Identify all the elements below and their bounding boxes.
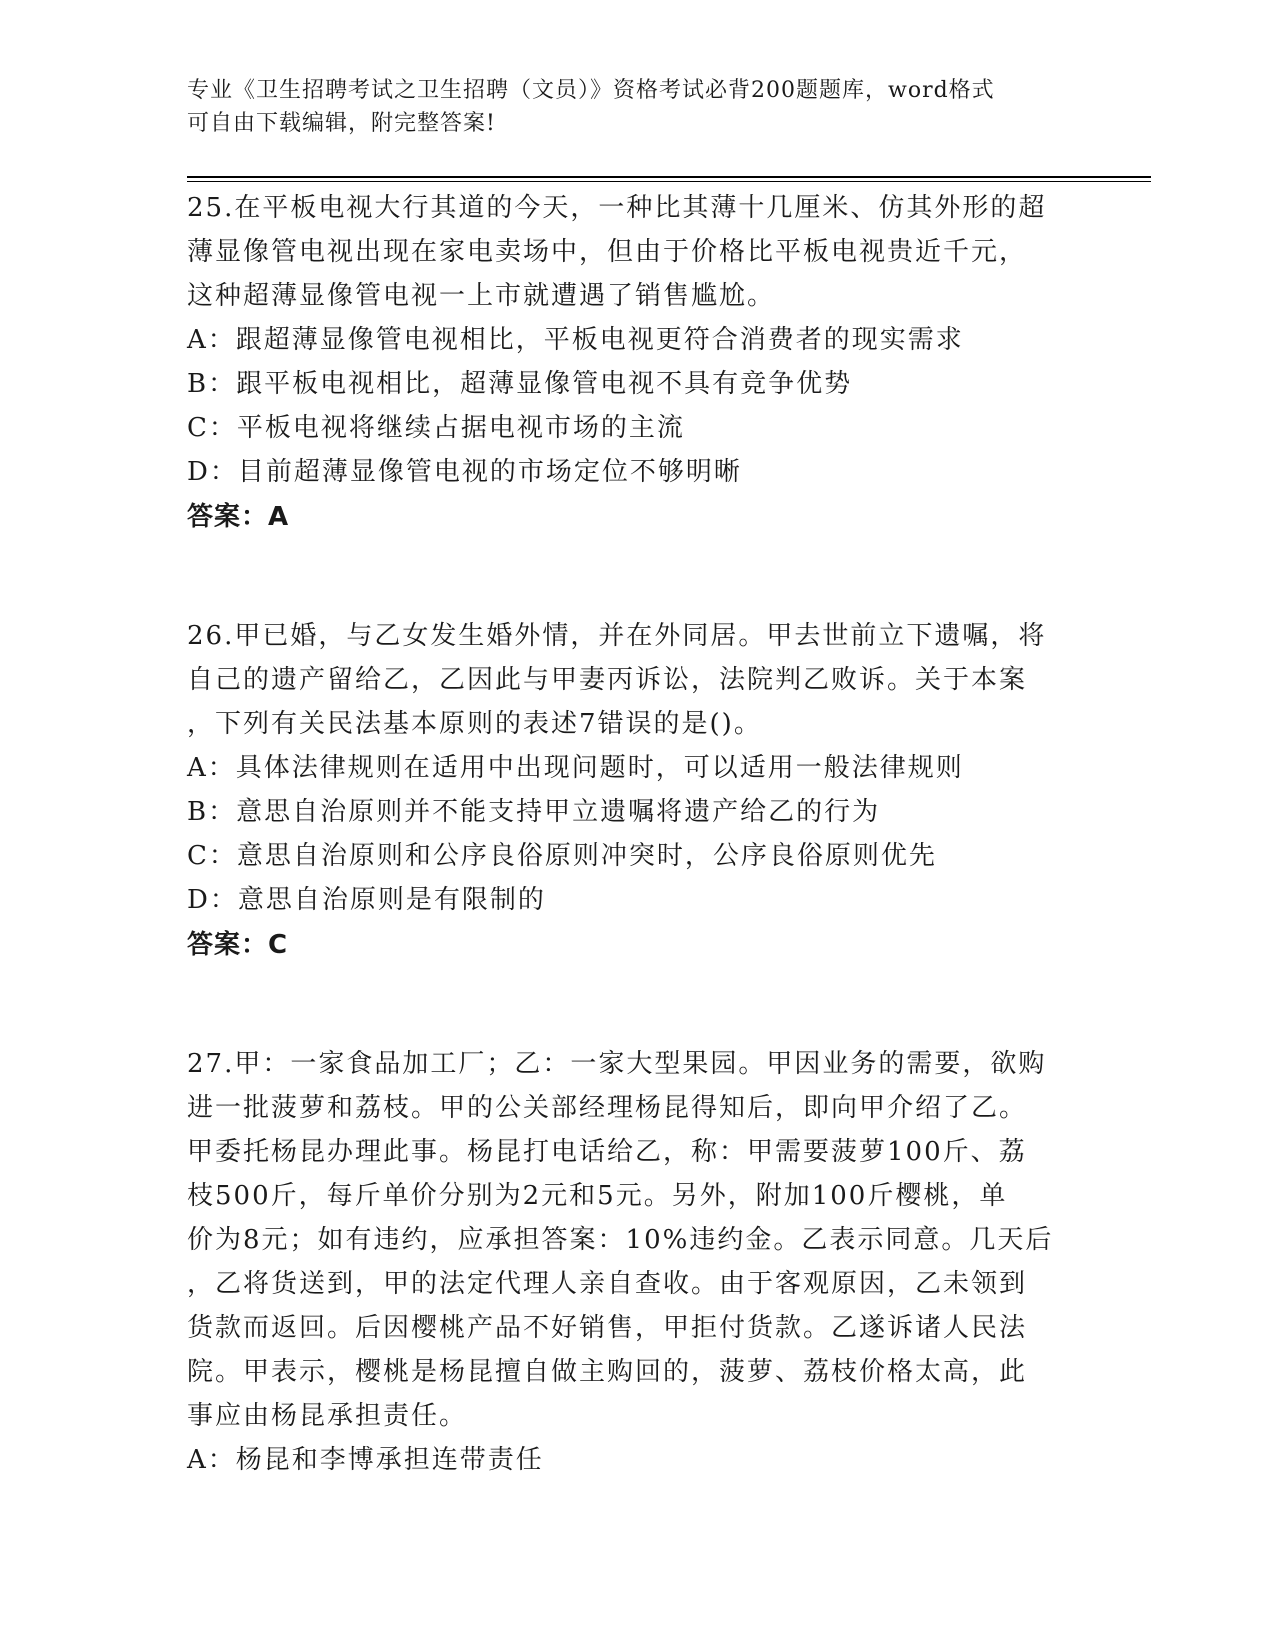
question-stem-line: 薄显像管电视出现在家电卖场中，但由于价格比平板电视贵近千元， [187,237,1028,267]
header-rule-thick [187,176,1151,178]
header-line-1: 专业《卫生招聘考试之卫生招聘（文员）》资格考试必背200题题库，word格式 [187,78,995,103]
question-stem-line: 这种超薄显像管电视一上市就遭遇了销售尴尬。 [187,281,776,311]
question-stem-line: 25.在平板电视大行其道的今天，一种比其薄十几厘米、仿其外形的超 [187,193,1047,223]
answer-label: 答案：A [187,502,290,532]
answer-label: 答案：C [187,930,289,960]
option-c: C：平板电视将继续占据电视市场的主流 [187,413,685,443]
option-a: A：跟超薄显像管电视相比，平板电视更符合消费者的现实需求 [187,325,964,355]
option-d: D：目前超薄显像管电视的市场定位不够明晰 [187,457,742,487]
question-stem-line: ，乙将货送到，甲的法定代理人亲自查收。由于客观原因，乙未领到 [187,1269,1028,1299]
option-a: A：具体法律规则在适用中出现问题时，可以适用一般法律规则 [187,753,964,783]
question-stem-line: ，下列有关民法基本原则的表述7错误的是()。 [187,709,762,739]
option-d: D：意思自治原则是有限制的 [187,885,546,915]
question-stem-line: 27.甲：一家食品加工厂；乙：一家大型果园。甲因业务的需要，欲购 [187,1049,1047,1079]
question-25 [187,186,1087,540]
question-stem-line: 枝500斤，每斤单价分别为2元和5元。另外，附加100斤樱桃，单 [187,1181,1008,1211]
question-list [187,186,1087,1482]
question-27 [187,1042,1087,1482]
option-c: C：意思自治原则和公序良俗原则冲突时，公序良俗原则优先 [187,841,937,871]
question-spacer [187,968,1087,1042]
question-spacer [187,540,1087,614]
question-stem-line: 甲委托杨昆办理此事。杨昆打电话给乙，称：甲需要菠萝100斤、荔 [187,1137,1027,1167]
question-stem-line: 进一批菠萝和荔枝。甲的公关部经理杨昆得知后，即向甲介绍了乙。 [187,1093,1028,1123]
question-stem-line: 自己的遗产留给乙，乙因此与甲妻丙诉讼，法院判乙败诉。关于本案 [187,665,1028,695]
header-rule-thin [187,181,1151,182]
question-stem-line: 事应由杨昆承担责任。 [187,1401,468,1431]
document-header [187,74,1087,140]
question-stem-line: 院。甲表示，樱桃是杨昆擅自做主购回的，菠萝、荔枝价格太高，此 [187,1357,1028,1387]
header-line-2: 可自由下载编辑，附完整答案! [187,111,496,136]
question-stem-line: 货款而返回。后因樱桃产品不好销售，甲拒付货款。乙遂诉诸人民法 [187,1313,1028,1343]
question-26 [187,614,1087,968]
question-stem-line: 价为8元；如有违约，应承担答案：10%违约金。乙表示同意。几天后 [187,1225,1054,1255]
option-a: A：杨昆和李博承担连带责任 [187,1445,544,1475]
option-b: B：跟平板电视相比，超薄显像管电视不具有竞争优势 [187,369,853,399]
question-stem-line: 26.甲已婚，与乙女发生婚外情，并在外同居。甲去世前立下遗嘱，将 [187,621,1047,651]
option-b: B：意思自治原则并不能支持甲立遗嘱将遗产给乙的行为 [187,797,881,827]
